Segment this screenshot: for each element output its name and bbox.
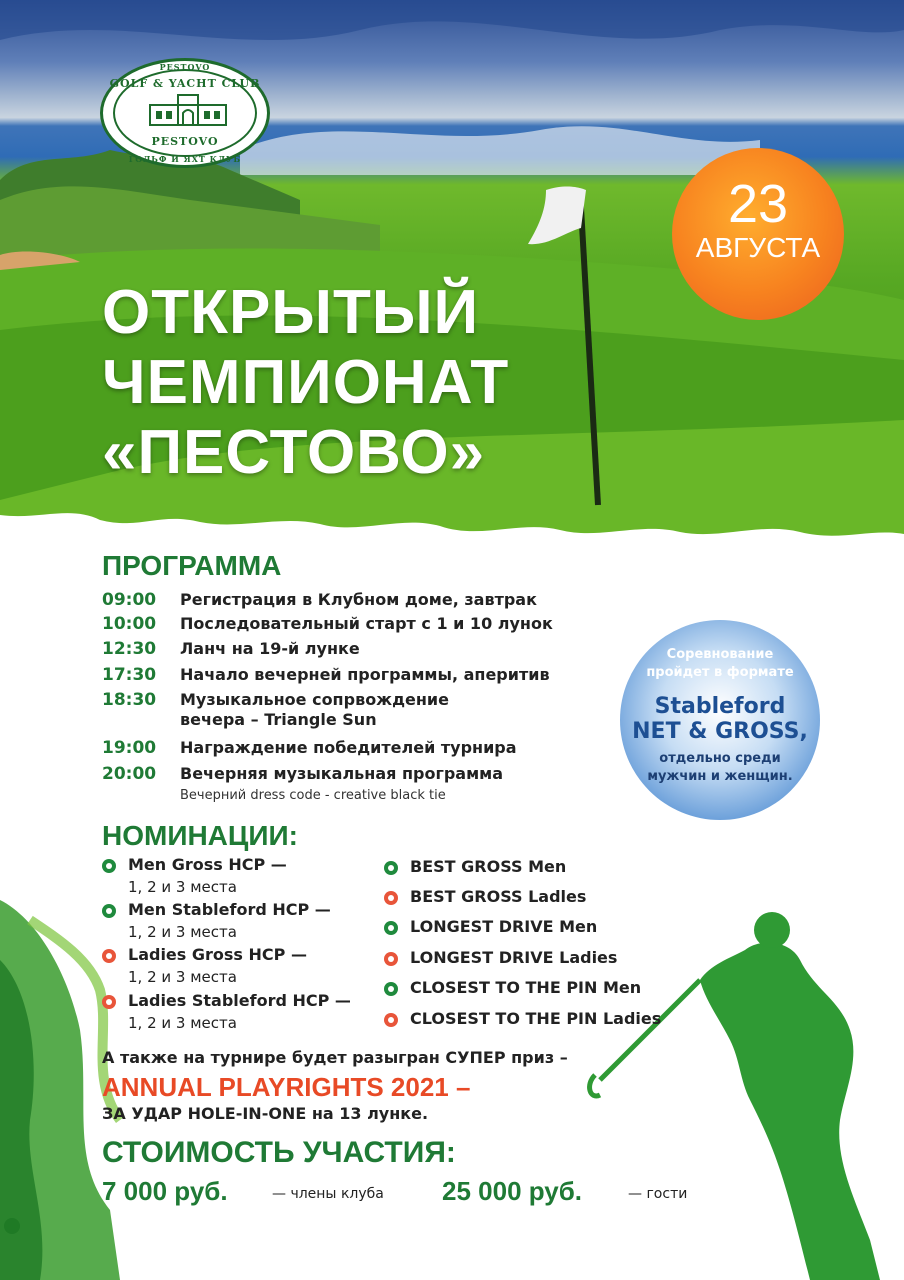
format-line-2: пройдет в формате [646,665,794,680]
format-intro [620,646,820,682]
program-time: 20:00 [102,764,157,784]
nomination-item [102,855,372,899]
program-time: 09:00 [102,590,157,610]
nomination-places: 1, 2 и 3 места [128,878,237,896]
super-prize-name: ANNUAL PLAYRIGHTS 2021 – [102,1072,471,1102]
super-prize-condition: ЗА УДАР HOLE-IN-ONE на 13 лунке. [102,1104,429,1123]
program-row [102,690,622,732]
date-day: 23 [727,174,789,234]
program-row [102,665,622,687]
nomination-label: Ladies Stableford HCP — [128,991,351,1010]
nomination-item [102,900,372,944]
program-text: Награждение победителей турнира [180,738,517,757]
program-time: 17:30 [102,665,157,685]
logo-arc-text: GOLF & YACHT CLUB [109,77,261,90]
format-line-1: Соревнование [666,647,774,662]
members-note: — члены клуба [272,1186,384,1202]
nomination-label: Men Stableford HCP — [128,900,331,919]
program-row [102,590,622,612]
title-line-1: ОТКРЫТЫЙ [102,278,480,347]
nomination-label: CLOSEST TO THE PIN Ladies [410,1009,662,1028]
bullet-icon [102,995,116,1009]
bullet-icon [384,1013,398,1027]
guests-price: 25 000 руб. [442,1176,583,1206]
guests-note: — гости [628,1186,688,1202]
hero-painting [0,0,904,560]
club-logo [100,58,270,168]
format-badge [620,620,820,820]
super-prize-intro: А также на турнире будет разыгран СУПЕР приз – [102,1048,568,1067]
bullet-icon [384,861,398,875]
program-time: 10:00 [102,614,157,634]
format-line-5: отдельно среди [659,751,781,766]
logo-bottom-text: PESTOVO [151,135,219,148]
date-badge [672,148,844,320]
program-time: 18:30 [102,690,157,710]
bullet-icon [384,921,398,935]
program-text: Ланч на 19-й лунке [180,639,360,658]
program-text: Музыкальное сопрвождение вечера – Triangle Sun [180,690,449,729]
nomination-label: Ladies Gross HCP — [128,945,307,964]
program-text: Вечерняя музыкальная программа [180,764,504,783]
nomination-places: 1, 2 и 3 места [128,968,237,986]
format-line-3: Stableford [654,694,786,719]
bullet-icon [102,949,116,963]
bullet-icon [102,904,116,918]
members-price: 7 000 руб. [102,1176,228,1206]
format-line-6: мужчин и женщин. [647,769,793,784]
nomination-item [384,887,684,909]
format-name [620,694,820,744]
program-text: Последовательный старт с 1 и 10 лунок [180,614,553,633]
nomination-label: BEST GROSS Ladles [410,887,587,906]
nomination-places: 1, 2 и 3 места [128,1014,237,1032]
title-line-2: ЧЕМПИОНАТ [102,348,510,417]
program-text: Начало вечерней программы, аперитив [180,665,550,684]
nomination-label: Men Gross HCP — [128,855,287,874]
dress-code: Вечерний dress code - creative black tie [180,788,446,803]
program-time: 19:00 [102,738,157,758]
bullet-icon [102,859,116,873]
nomination-label: CLOSEST TO THE PIN Men [410,978,642,997]
program-row [102,738,622,760]
nomination-label: LONGEST DRIVE Men [410,917,598,936]
nomination-item [102,991,372,1035]
date-month: АВГУСТА [695,232,821,263]
title-line-3: «ПЕСТОВО» [102,418,486,487]
format-line-4: NET & GROSS, [632,719,808,744]
bullet-icon [384,982,398,996]
nomination-label: BEST GROSS Men [410,857,567,876]
bullet-icon [384,891,398,905]
nomination-item [102,945,372,989]
program-heading: ПРОГРАММА [102,550,282,581]
nomination-places: 1, 2 и 3 места [128,923,237,941]
program-row [102,614,622,636]
cost-heading: СТОИМОСТЬ УЧАСТИЯ: [102,1136,456,1169]
nomination-item [384,978,684,1000]
nomination-item [384,948,684,970]
clubhouse-icon [148,93,228,127]
nomination-item [384,917,684,939]
program-row [102,764,622,786]
nominations-heading: НОМИНАЦИИ: [102,820,298,851]
bullet-icon [384,952,398,966]
program-time: 12:30 [102,639,157,659]
logo-ribbon-text: ГОЛЬФ И ЯХТ КЛУБ [128,154,242,164]
nomination-item [384,1009,684,1031]
nomination-label: LONGEST DRIVE Ladies [410,948,618,967]
program-text: Регистрация в Клубном доме, завтрак [180,590,537,609]
format-note [620,750,820,786]
program-row [102,639,622,661]
logo-top-text: PESTOVO [159,62,211,72]
nomination-item [384,857,684,879]
